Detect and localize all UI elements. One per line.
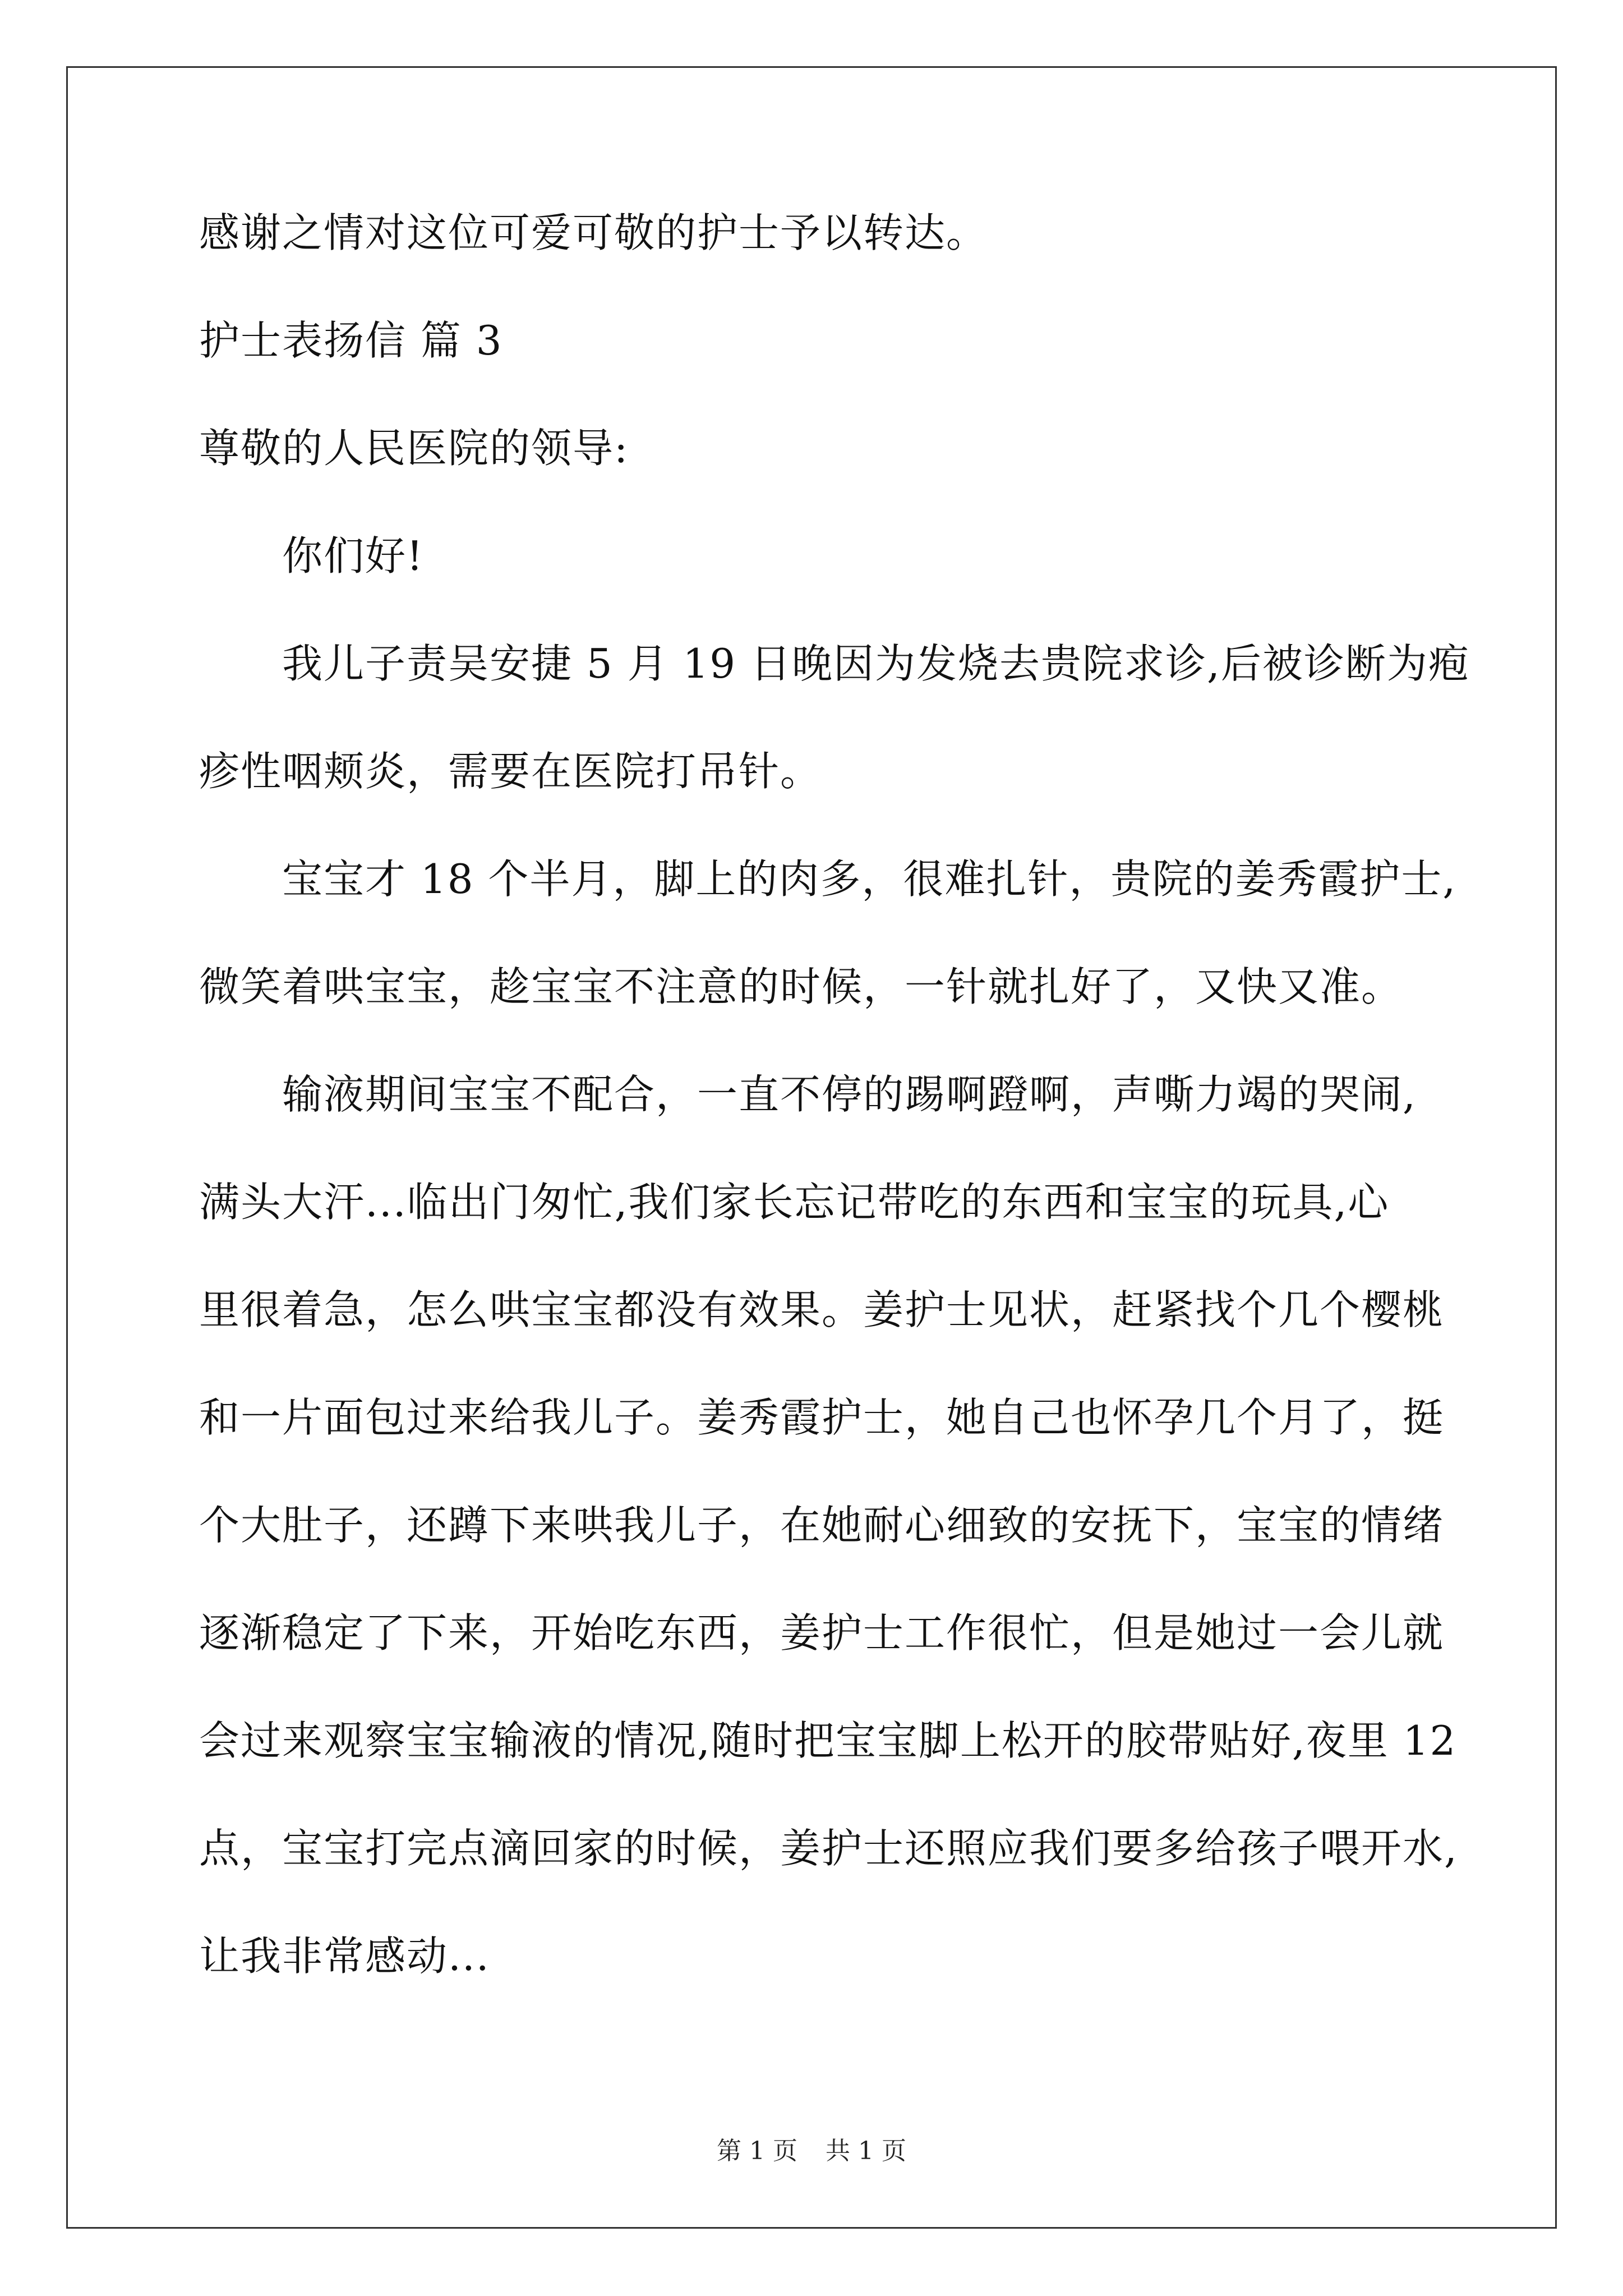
- page-footer: [0, 2134, 1623, 2168]
- paragraph-line: 疹性咽颊炎，需要在医院打吊针。: [199, 748, 822, 795]
- paragraph-line: 里很着急，怎么哄宝宝都没有效果。姜护士见状，赶紧找个几个樱桃: [199, 1286, 1445, 1333]
- page-number: 第 1 页: [717, 2137, 797, 2165]
- paragraph-line: 和一片面包过来给我儿子。姜秀霞护士，她自己也怀孕几个月了，挺: [199, 1394, 1445, 1441]
- paragraph-line: 满头大汗...临出门匆忙,我们家长忘记带吃的东西和宝宝的玩具,心: [199, 1179, 1390, 1226]
- greeting: 你们好!: [282, 532, 424, 579]
- paragraph-line: 会过来观察宝宝输液的情况,随时把宝宝脚上松开的胶带贴好,夜里 12: [199, 1717, 1457, 1764]
- paragraph-line: 微笑着哄宝宝，趁宝宝不注意的时候，一针就扎好了，又快又准。: [199, 963, 1403, 1010]
- paragraph-line: 点，宝宝打完点滴回家的时候，姜护士还照应我们要多给孩子喂开水,: [199, 1825, 1458, 1872]
- paragraph-line: 输液期间宝宝不配合，一直不停的踢啊蹬啊，声嘶力竭的哭闹,: [282, 1071, 1417, 1118]
- paragraph-line: 个大肚子，还蹲下来哄我儿子，在她耐心细致的安抚下，宝宝的情绪: [199, 1502, 1445, 1549]
- paragraph-line: 逐渐稳定了下来，开始吃东西，姜护士工作很忙，但是她过一会儿就: [199, 1609, 1445, 1657]
- section-heading: 护士表扬信 篇 3: [199, 317, 503, 364]
- paragraph-line: 我儿子责吴安捷 5 月 19 日晚因为发烧去贵院求诊,后被诊断为疱: [282, 640, 1470, 687]
- paragraph-line: 感谢之情对这位可爱可敬的护士予以转达。: [199, 209, 988, 256]
- page-border: [66, 66, 1557, 2229]
- page-total: 共 1 页: [826, 2137, 906, 2165]
- salutation: 尊敬的人民医院的领导:: [199, 425, 629, 472]
- paragraph-line: 让我非常感动...: [199, 1932, 490, 1980]
- paragraph-line: 宝宝才 18 个半月，脚上的肉多，很难扎针，贵院的姜秀霞护士,: [282, 855, 1457, 903]
